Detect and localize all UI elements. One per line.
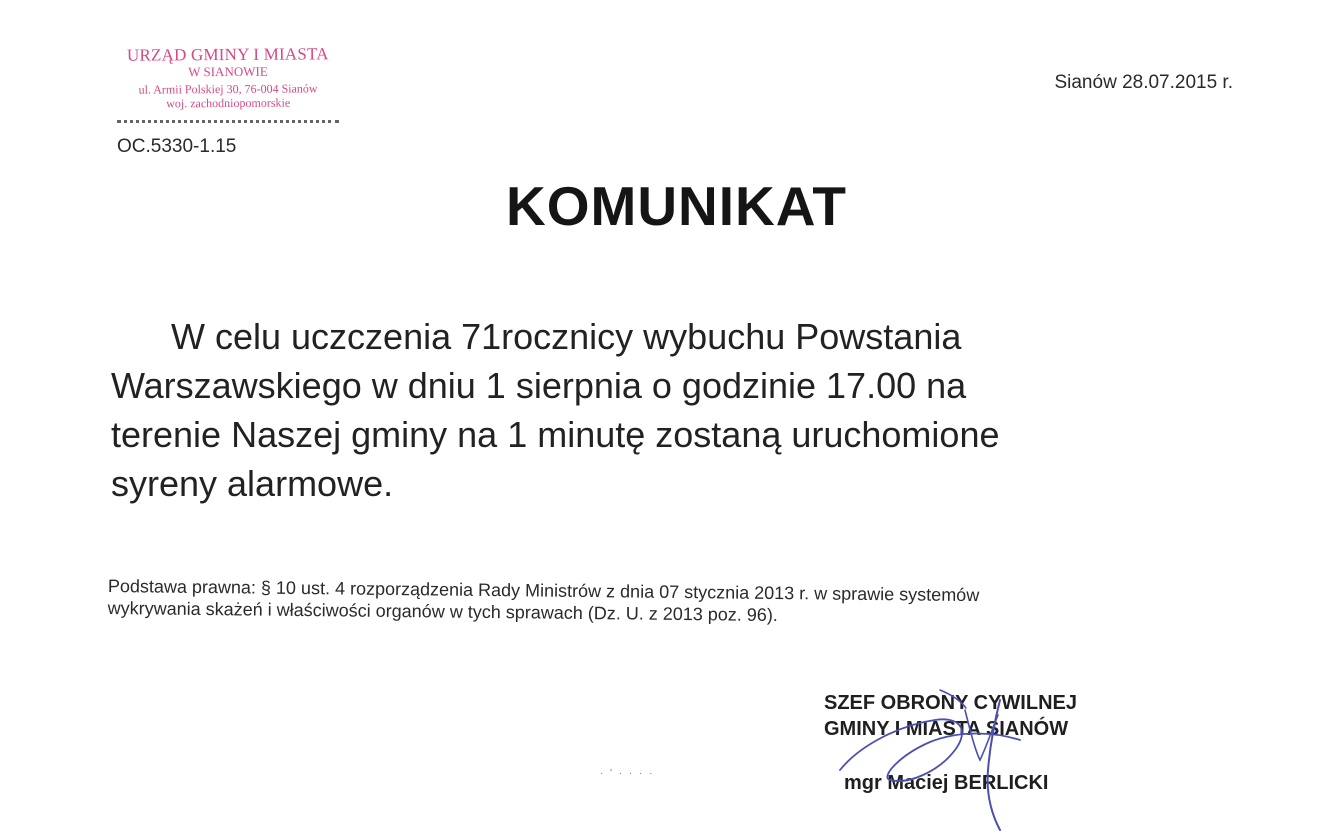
stamp-location: W SIANOWIE (188, 63, 268, 80)
legal-basis (108, 575, 1228, 631)
body-line: Warszawskiego w dniu 1 sierpnia o godzinie 17.00 na (111, 365, 967, 406)
body-line: syreny alarmowe. (111, 463, 394, 504)
signatory-name: mgr Maciej BERLICKI (844, 772, 1049, 794)
stamp-voivodeship: woj. zachodniopomorskie (166, 95, 291, 111)
handwritten-signature (820, 660, 1040, 835)
body-line: W celu uczczenia 71rocznicy wybuchu Powstania (171, 316, 962, 357)
place-and-date: Sianów 28.07.2015 r. (1054, 72, 1233, 93)
stamp-office-name: URZĄD GMINY I MIASTA (126, 44, 329, 65)
announcement-body (111, 312, 1201, 508)
legal-basis-line: wykrywania skażeń i właściwości organów w tych sprawach (Dz. U. z 2013 poz. 96). (107, 597, 778, 626)
signatory-position-line-2: GMINY I MIASTA SIANÓW (824, 718, 1069, 740)
legal-basis-line: Podstawa prawna: § 10 ust. 4 rozporządzenia Rady Ministrów z dnia 07 stycznia 2013 r. w sprawie systemów (107, 575, 980, 606)
scan-specks: · ' · · · · (600, 768, 655, 779)
dotted-divider (117, 120, 339, 124)
office-stamp (112, 45, 344, 110)
stamp-address: ul. Armii Polskiej 30, 76-004 Sianów (138, 81, 318, 98)
reference-number: OC.5330-1.15 (117, 136, 237, 157)
signatory-position-line-1: SZEF OBRONY CYWILNEJ (824, 692, 1077, 714)
document-title: KOMUNIKAT (506, 175, 847, 237)
body-line: terenie Naszej gminy na 1 minutę zostaną uruchomione (111, 414, 1000, 455)
